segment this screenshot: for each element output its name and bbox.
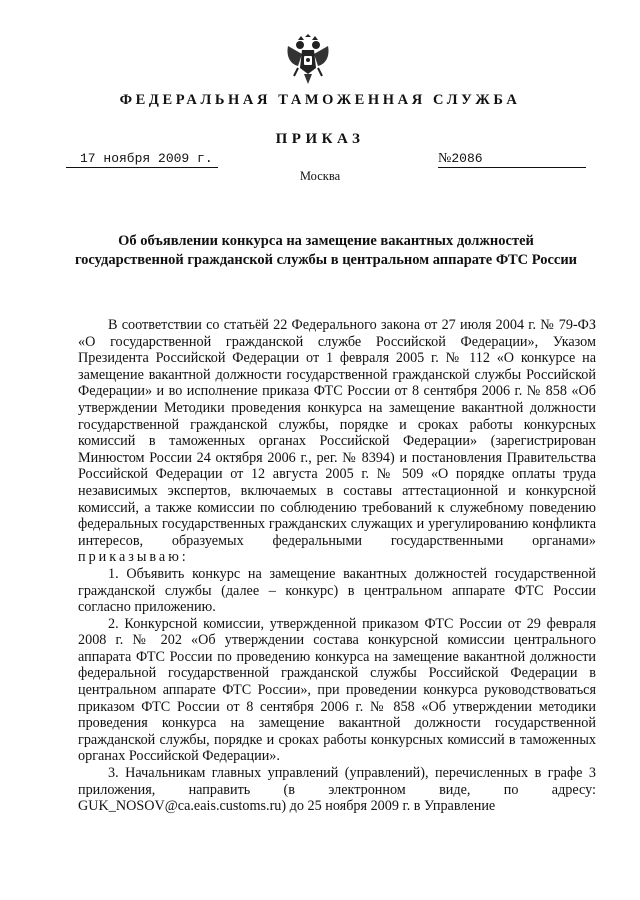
- title-line-1: Об объявлении конкурса на замещение вакантных должностей: [118, 233, 534, 249]
- order-number-value: 2086: [451, 151, 483, 166]
- double-headed-eagle-emblem-icon: [284, 34, 332, 86]
- document-type: ПРИКАЗ: [275, 131, 365, 147]
- order-body: [78, 317, 596, 815]
- preamble-paragraph: [78, 317, 596, 566]
- clause-1: 1. Объявить конкурс на замещение вакантных должностей государственной гражданской службы (далее – конкурс) в центральном аппарате ФТС России согласно приложению.: [78, 565, 596, 616]
- city: Москва: [299, 169, 341, 183]
- agency-name: ФЕДЕРАЛЬНАЯ ТАМОЖЕННАЯ СЛУЖБА: [119, 92, 521, 108]
- order-number: [438, 151, 586, 168]
- number-sign: №: [438, 151, 452, 166]
- order-date: 17 ноября 2009 г.: [66, 151, 218, 168]
- order-title: [40, 232, 612, 270]
- clause-3: 3. Начальникам главных управлений (управлений), перечисленных в графе 3 приложения, направить (в электронном виде, по адресу: GUK_NOSOV@ca.eais.customs.ru) до 25 ноября 2009 г. в Управление: [78, 765, 596, 815]
- order-word: приказываю:: [78, 549, 189, 566]
- clause-2: 2. Конкурсной комиссии, утвержденной приказом ФТС России от 29 февраля 2008 г. № 202 «Об утверждении состава конкурсной комиссии центрального аппарата ФТС России по проведению конкурса на замещение вакантной должности федеральной государственной гражданской службы Российской Федерации в центральном аппарате ФТС России», при проведении конкурса руководствоваться приказом ФТС России от 8 сентября 2006 г. № 858 «Об утверждении методики проведения конкурса на замещение вакантной должности государственной гражданской службы, порядке и сроках работы конкурсных комиссий в таможенных органах Российской Федерации».: [78, 615, 596, 765]
- preamble-text: В соответствии со статьёй 22 Федерального закона от 27 июля 2004 г. № 79-ФЗ «О государственной гражданской службе Российской Федерации», Указом Президента Российской Федерации от 1 февраля 2005 г. № 112 «О конкурсе на замещение вакантной должности государственной гражданской службы Российской Федерации» и во исполнение приказа ФТС России от 8 сентября 2006 г. № 858 «Об утверждении Методики проведения конкурса на замещение вакантной должности государственной гражданской службы, порядке и сроках работы конкурсных комиссий в таможенных органах Российской Федерации» (зарегистрирован Минюстом России 24 октября 2006 г., рег. № 8394) и постановления Правительства Российской Федерации от 12 августа 2005 г. № 509 «О порядке оплаты труда независимых экспертов, включаемых в составы аттестационной и конкурсной комиссий, а также комиссии по соблюдению требований к служебному поведению федеральных государственных гражданских служащих и урегулированию конфликта интересов, образуемых федеральными государственными органами»: [78, 317, 596, 549]
- title-line-2: государственной гражданской службы в центральном аппарате ФТС России: [74, 252, 578, 268]
